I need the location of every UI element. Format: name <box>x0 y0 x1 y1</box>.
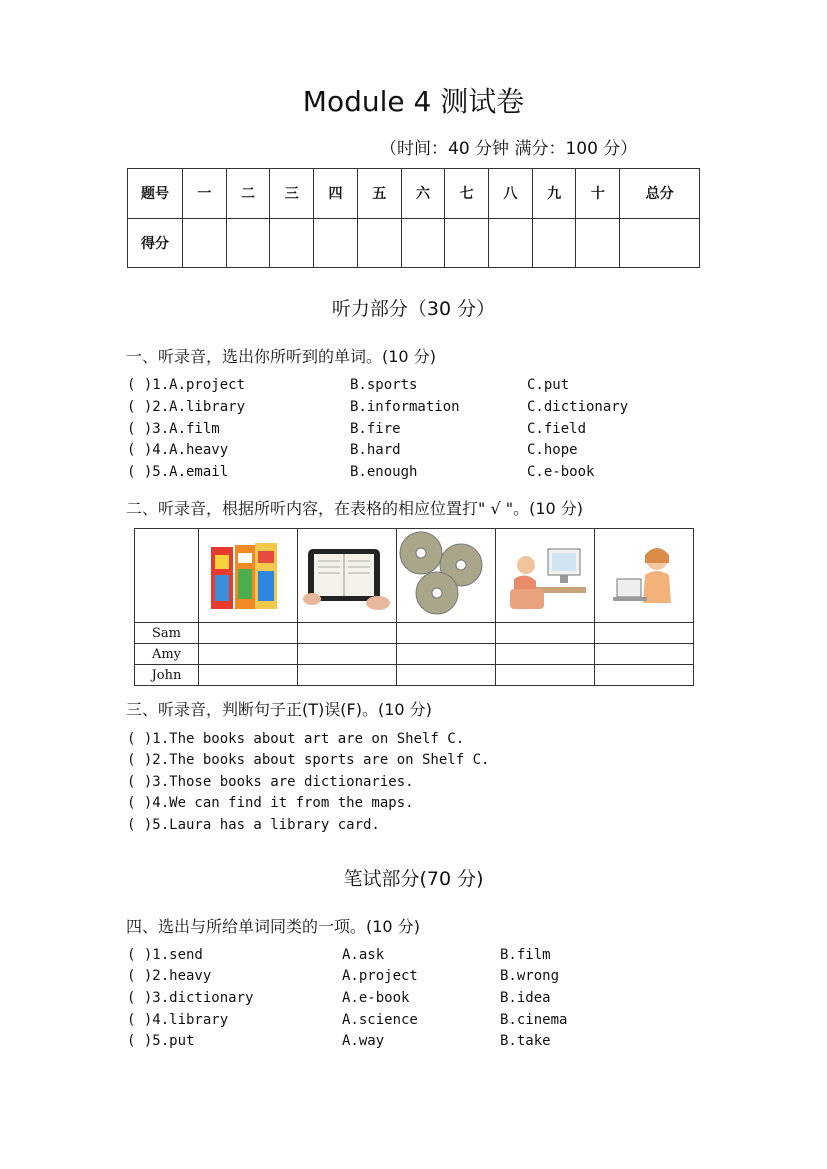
statement-item: ( )2.The books about sports are on Shelf C. <box>127 752 490 768</box>
section-2-title: 二、听录音，根据所听内容，在表格的相应位置打" √ "。(10 分) <box>126 499 584 518</box>
writing-part-title: 笔试部分(70 分) <box>343 868 484 890</box>
option-b: B.cinema <box>500 1012 568 1028</box>
option-b: B.enough <box>350 464 418 480</box>
listening-part-title: 听力部分（30 分） <box>331 298 496 320</box>
picture-cell <box>496 529 595 623</box>
score-header-cell: 五 <box>357 169 401 219</box>
question-word: ( )1.send <box>127 947 203 963</box>
score-cell[interactable] <box>620 218 700 268</box>
option-b: B.fire <box>350 421 401 437</box>
score-cell[interactable] <box>270 218 314 268</box>
score-cell[interactable] <box>445 218 489 268</box>
score-cell[interactable] <box>532 218 576 268</box>
score-cell[interactable] <box>576 218 620 268</box>
student-row <box>135 644 694 665</box>
picture-cell <box>199 529 298 623</box>
option-b: B.film <box>500 947 551 963</box>
tick-cell[interactable] <box>496 644 595 665</box>
student-row <box>135 665 694 686</box>
statement-item: ( )3.Those books are dictionaries. <box>127 774 414 790</box>
student-name: Amy <box>135 644 199 665</box>
tick-cell[interactable] <box>199 644 298 665</box>
tick-cell[interactable] <box>298 623 397 644</box>
score-table <box>127 168 700 268</box>
page-title: Module 4 测试卷 <box>302 85 525 118</box>
score-cell[interactable] <box>401 218 445 268</box>
laptop-girl-picture <box>595 529 693 618</box>
tick-cell[interactable] <box>298 644 397 665</box>
score-header-cell: 六 <box>401 169 445 219</box>
option-a: A.science <box>342 1012 418 1028</box>
section-4-title: 四、选出与所给单词同类的一项。(10 分) <box>126 917 420 936</box>
discs-picture <box>397 529 495 618</box>
score-header-cell: 七 <box>445 169 489 219</box>
tick-cell[interactable] <box>199 623 298 644</box>
exam-info: （时间：40 分钟 满分：100 分） <box>380 139 638 159</box>
tick-cell[interactable] <box>199 665 298 686</box>
question-option-a: ( )4.A.heavy <box>127 442 229 458</box>
option-b: B.hard <box>350 442 401 458</box>
score-cell[interactable] <box>226 218 270 268</box>
option-c: C.dictionary <box>527 399 629 415</box>
computer-person-picture <box>496 529 594 618</box>
statement-item: ( )5.Laura has a library card. <box>127 817 380 833</box>
picture-row <box>135 529 694 623</box>
score-header-cell: 九 <box>532 169 576 219</box>
statement-item: ( )1.The books about art are on Shelf C. <box>127 731 465 747</box>
score-row-label: 得分 <box>128 218 183 268</box>
score-header-cell: 一 <box>183 169 227 219</box>
score-cell[interactable] <box>314 218 358 268</box>
blank-corner-cell <box>135 529 199 623</box>
student-name: Sam <box>135 623 199 644</box>
tick-cell[interactable] <box>595 644 694 665</box>
score-header-cell: 三 <box>270 169 314 219</box>
question-option-a: ( )1.A.project <box>127 377 246 393</box>
tick-cell[interactable] <box>397 665 496 686</box>
tick-cell[interactable] <box>397 623 496 644</box>
question-option-a: ( )5.A.email <box>127 464 229 480</box>
option-c: C.hope <box>527 442 578 458</box>
option-a: A.e-book <box>342 990 410 1006</box>
tick-cell[interactable] <box>595 665 694 686</box>
option-a: A.way <box>342 1033 385 1049</box>
option-b: B.wrong <box>500 968 560 984</box>
picture-cell <box>397 529 496 623</box>
picture-cell <box>298 529 397 623</box>
student-row <box>135 623 694 644</box>
listening-tick-table <box>134 528 694 686</box>
score-header-cell: 总分 <box>620 169 700 219</box>
tick-cell[interactable] <box>496 623 595 644</box>
tablet-picture <box>298 529 396 618</box>
option-b: B.sports <box>350 377 418 393</box>
score-value-row <box>128 218 700 268</box>
option-b: B.information <box>350 399 460 415</box>
question-option-a: ( )3.A.film <box>127 421 220 437</box>
tick-cell[interactable] <box>496 665 595 686</box>
score-header-row <box>128 169 700 219</box>
score-header-cell: 八 <box>489 169 533 219</box>
tick-cell[interactable] <box>298 665 397 686</box>
option-b: B.take <box>500 1033 551 1049</box>
score-header-cell: 十 <box>576 169 620 219</box>
score-header-cell: 题号 <box>128 169 183 219</box>
option-c: C.e-book <box>527 464 595 480</box>
score-cell[interactable] <box>183 218 227 268</box>
option-c: C.field <box>527 421 587 437</box>
tick-cell[interactable] <box>595 623 694 644</box>
tick-cell[interactable] <box>397 644 496 665</box>
score-header-cell: 二 <box>226 169 270 219</box>
score-cell[interactable] <box>357 218 401 268</box>
option-b: B.idea <box>500 990 551 1006</box>
question-option-a: ( )2.A.library <box>127 399 246 415</box>
question-word: ( )3.dictionary <box>127 990 254 1006</box>
books-picture <box>199 529 297 618</box>
picture-cell <box>595 529 694 623</box>
section-3-title: 三、听录音，判断句子正(T)误(F)。(10 分) <box>126 700 432 719</box>
option-c: C.put <box>527 377 570 393</box>
question-word: ( )5.put <box>127 1033 195 1049</box>
option-a: A.ask <box>342 947 385 963</box>
student-name: John <box>135 665 199 686</box>
section-1-title: 一、听录音，选出你所听到的单词。(10 分) <box>126 347 436 366</box>
score-header-cell: 四 <box>314 169 358 219</box>
option-a: A.project <box>342 968 418 984</box>
question-word: ( )4.library <box>127 1012 229 1028</box>
question-word: ( )2.heavy <box>127 968 212 984</box>
statement-item: ( )4.We can find it from the maps. <box>127 795 414 811</box>
score-cell[interactable] <box>489 218 533 268</box>
